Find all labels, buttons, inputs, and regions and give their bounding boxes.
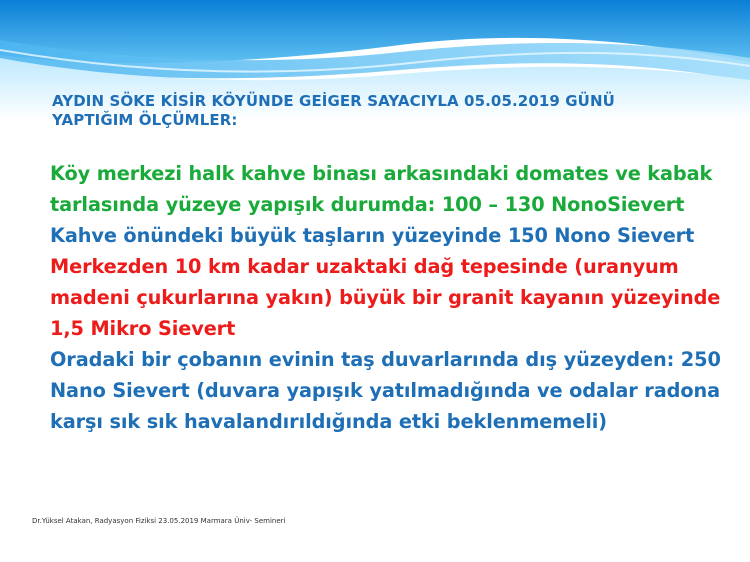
paragraph-granite-rock: Merkezden 10 km kadar uzaktaki dağ tepesinde (uranyum madeni çukurlarına yakın) büyük bir granit kayanın yüzeyinde 1,5 Mikro Sievert [50, 255, 721, 340]
paragraph-shepherd-house: Oradaki bir çobanın evinin taş duvarlarında dış yüzeyden: 250 Nano Sievert (duvara yapışık yatılmadığında ve odalar radona karşı sık sık havalandırıldığında etki beklenmemeli) [50, 348, 721, 433]
footer-credit: Dr.Yüksel Atakan, Radyasyon Fiziksi 23.05.2019 Marmara Üniv- Semineri [32, 517, 286, 525]
slide-body [50, 158, 740, 437]
paragraph-tomato-field: Köy merkezi halk kahve binası arkasındaki domates ve kabak tarlasında yüzeye yapışık durumda: 100 – 130 NonoSievert [50, 162, 713, 216]
paragraph-coffeehouse-stones: Kahve önündeki büyük taşların yüzeyinde 150 Nono Sievert [50, 224, 695, 247]
slide-title: AYDIN SÖKE KİSİR KÖYÜNDE GEİGER SAYACIYLA 05.05.2019 GÜNÜ YAPTIĞIM ÖLÇÜMLER: [52, 92, 615, 129]
